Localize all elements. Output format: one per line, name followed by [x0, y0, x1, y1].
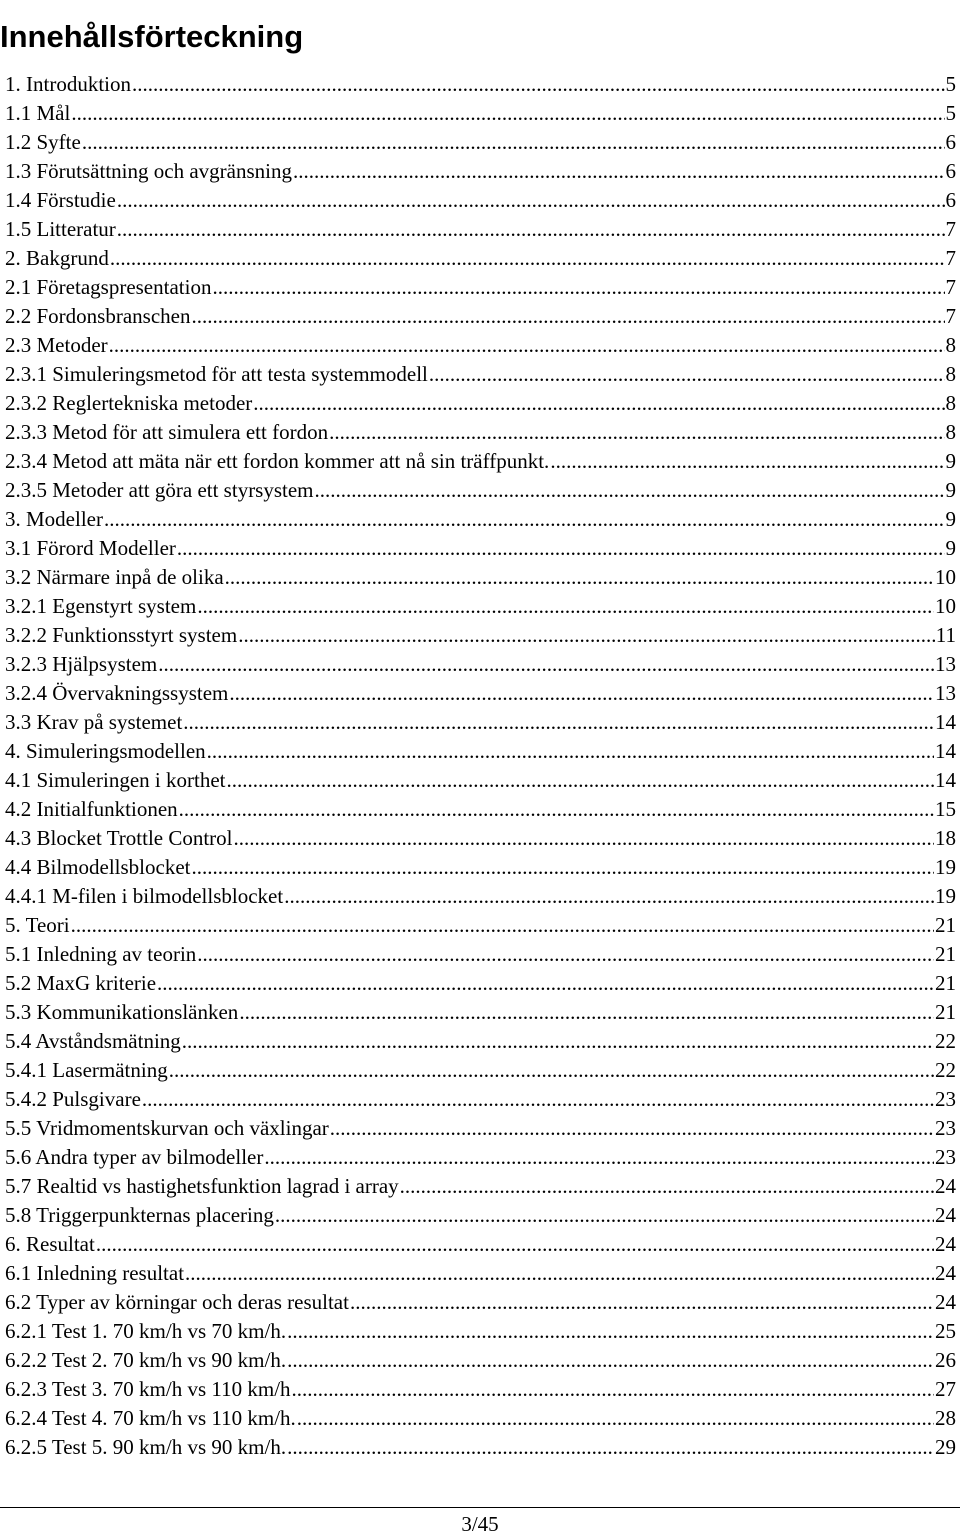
toc-entry-label: 2.3 Metoder	[5, 333, 108, 357]
toc-dot-leader	[104, 505, 945, 534]
toc-entry-page: 28	[935, 1406, 956, 1430]
toc-entry-page: 25	[935, 1319, 956, 1343]
toc-entry-label: 3.1 Förord Modeller	[5, 536, 176, 560]
toc-entry-page: 24	[935, 1232, 956, 1256]
toc-entry-page: 26	[935, 1348, 956, 1372]
toc-entry-page: 14	[935, 768, 956, 792]
toc-entry[interactable]	[5, 70, 956, 99]
toc-dot-leader	[212, 273, 944, 302]
toc-entry[interactable]	[5, 534, 956, 563]
toc-entry-label: 6.2.4 Test 4. 70 km/h vs 110 km/h.	[5, 1406, 296, 1430]
toc-entry-page: 9	[945, 507, 956, 531]
toc-entry-label: 2. Bakgrund	[5, 246, 109, 270]
toc-entry-label: 1.3 Förutsättning och avgränsning	[5, 159, 292, 183]
toc-entry[interactable]	[5, 1375, 956, 1404]
toc-entry-page: 22	[935, 1029, 956, 1053]
toc-entry-page: 10	[935, 594, 956, 618]
toc-entry-label: 5. Teori	[5, 913, 70, 937]
toc-dot-leader	[158, 650, 934, 679]
toc-entry-label: 5.2 MaxG kriterie	[5, 971, 157, 995]
toc-entry-page: 9	[945, 536, 956, 560]
toc-entry[interactable]	[5, 679, 956, 708]
toc-dot-leader	[142, 1085, 934, 1114]
toc-entry-label: 3.2.3 Hjälpsystem	[5, 652, 158, 676]
toc-entry[interactable]	[5, 447, 956, 476]
toc-entry-label: 4.2 Initialfunktionen	[5, 797, 178, 821]
toc-entry[interactable]	[5, 418, 956, 447]
toc-entry[interactable]	[5, 1085, 956, 1114]
toc-entry-page: 24	[935, 1290, 956, 1314]
toc-dot-leader	[132, 70, 945, 99]
toc-entry-page: 8	[945, 362, 956, 386]
toc-entry-page: 29	[935, 1435, 956, 1459]
toc-entry-label: 6.2.1 Test 1. 70 km/h vs 70 km/h.	[5, 1319, 287, 1343]
toc-dot-leader	[225, 563, 934, 592]
toc-dot-leader	[315, 476, 945, 505]
toc-entry[interactable]	[5, 302, 956, 331]
toc-entry-label: 1.5 Litteratur	[5, 217, 116, 241]
table-of-contents	[5, 70, 956, 1462]
toc-entry[interactable]	[5, 563, 956, 592]
toc-entry-page: 22	[935, 1058, 956, 1082]
toc-entry-page: 8	[945, 391, 956, 415]
toc-entry-page: 23	[935, 1087, 956, 1111]
toc-entry-page: 18	[935, 826, 956, 850]
toc-entry-page: 6	[945, 159, 956, 183]
toc-dot-leader	[157, 969, 934, 998]
toc-entry-label: 2.3.5 Metoder att göra ett styrsystem	[5, 478, 314, 502]
toc-entry[interactable]	[5, 360, 956, 389]
toc-dot-leader	[550, 447, 944, 476]
toc-entry[interactable]	[5, 1259, 956, 1288]
toc-entry[interactable]	[5, 186, 956, 215]
toc-entry-label: 2.3.3 Metod för att simulera ett fordon	[5, 420, 329, 444]
toc-dot-leader	[183, 708, 934, 737]
toc-entry-label: 5.4.2 Pulsgivare	[5, 1087, 141, 1111]
toc-entry-label: 2.3.1 Simuleringsmetod för att testa systemmodell	[5, 362, 428, 386]
toc-dot-leader	[117, 215, 945, 244]
toc-dot-leader	[197, 592, 934, 621]
toc-entry-label: 3.3 Krav på systemet	[5, 710, 183, 734]
toc-entry[interactable]	[5, 244, 956, 273]
toc-dot-leader	[253, 389, 944, 418]
toc-entry-page: 6	[945, 130, 956, 154]
toc-dot-leader	[96, 1230, 934, 1259]
toc-entry-label: 5.3 Kommunikationslänken	[5, 1000, 239, 1024]
toc-entry[interactable]	[5, 99, 956, 128]
toc-dot-leader	[197, 940, 934, 969]
page-title: Innehållsförteckning	[0, 18, 304, 54]
toc-dot-leader	[330, 1114, 934, 1143]
toc-entry[interactable]	[5, 505, 956, 534]
toc-dot-leader	[350, 1288, 934, 1317]
toc-entry-page: 24	[935, 1174, 956, 1198]
toc-entry-page: 14	[935, 739, 956, 763]
toc-entry-label: 3. Modeller	[5, 507, 103, 531]
toc-dot-leader	[117, 186, 945, 215]
toc-dot-leader	[185, 1259, 934, 1288]
toc-entry-page: 21	[935, 913, 956, 937]
toc-entry[interactable]	[5, 1404, 956, 1433]
toc-dot-leader	[191, 302, 944, 331]
toc-entry-page: 6	[945, 188, 956, 212]
toc-dot-leader	[71, 99, 944, 128]
toc-entry[interactable]	[5, 621, 956, 650]
toc-entry-label: 2.1 Företagspresentation	[5, 275, 212, 299]
toc-entry-label: 6.2.2 Test 2. 70 km/h vs 90 km/h.	[5, 1348, 287, 1372]
toc-dot-leader	[293, 157, 945, 186]
toc-dot-leader	[287, 1346, 934, 1375]
toc-entry-label: 4. Simuleringsmodellen	[5, 739, 206, 763]
page-number: 3/45	[461, 1512, 499, 1536]
toc-dot-leader	[238, 621, 935, 650]
toc-dot-leader	[429, 360, 945, 389]
toc-entry-page: 23	[935, 1116, 956, 1140]
toc-entry[interactable]	[5, 1172, 956, 1201]
toc-dot-leader	[110, 244, 945, 273]
toc-entry[interactable]	[5, 592, 956, 621]
toc-entry-label: 5.1 Inledning av teorin	[5, 942, 197, 966]
toc-entry-page: 24	[935, 1261, 956, 1285]
toc-entry[interactable]	[5, 766, 956, 795]
toc-entry[interactable]	[5, 708, 956, 737]
toc-dot-leader	[287, 1317, 934, 1346]
toc-dot-leader	[264, 1143, 934, 1172]
toc-entry[interactable]	[5, 1027, 956, 1056]
toc-dot-leader	[239, 998, 934, 1027]
toc-entry-label: 5.7 Realtid vs hastighetsfunktion lagrad i array	[5, 1174, 399, 1198]
toc-entry-page: 13	[935, 652, 956, 676]
toc-dot-leader	[82, 128, 945, 157]
toc-entry-page: 10	[935, 565, 956, 589]
toc-entry[interactable]	[5, 1114, 956, 1143]
toc-dot-leader	[297, 1404, 934, 1433]
toc-entry-label: 6.1 Inledning resultat	[5, 1261, 185, 1285]
toc-entry[interactable]	[5, 128, 956, 157]
toc-entry[interactable]	[5, 853, 956, 882]
toc-entry[interactable]	[5, 1346, 956, 1375]
toc-dot-leader	[287, 1433, 934, 1462]
toc-entry-label: 3.2.4 Övervakningssystem	[5, 681, 229, 705]
toc-entry-label: 6.2.3 Test 3. 70 km/h vs 110 km/h	[5, 1377, 291, 1401]
toc-entry-label: 2.3.4 Metod att mäta när ett fordon kommer att nå sin träffpunkt.	[5, 449, 550, 473]
toc-dot-leader	[169, 1056, 934, 1085]
toc-dot-leader	[275, 1201, 934, 1230]
toc-entry[interactable]	[5, 1230, 956, 1259]
toc-entry-page: 5	[945, 101, 956, 125]
toc-entry-label: 5.5 Vridmomentskurvan och växlingar	[5, 1116, 329, 1140]
toc-entry-page: 9	[945, 478, 956, 502]
toc-entry-page: 7	[945, 246, 956, 270]
toc-entry[interactable]	[5, 1056, 956, 1085]
toc-dot-leader	[207, 737, 934, 766]
toc-entry-page: 21	[935, 1000, 956, 1024]
toc-entry[interactable]	[5, 795, 956, 824]
toc-dot-leader	[226, 766, 934, 795]
toc-entry[interactable]	[5, 911, 956, 940]
toc-entry-label: 5.4 Avståndsmätning	[5, 1029, 181, 1053]
toc-entry-page: 11	[935, 623, 956, 647]
toc-entry[interactable]	[5, 737, 956, 766]
toc-entry-page: 7	[945, 275, 956, 299]
toc-dot-leader	[292, 1375, 934, 1404]
toc-entry-page: 7	[945, 217, 956, 241]
toc-entry[interactable]	[5, 1317, 956, 1346]
toc-entry-page: 5	[945, 72, 956, 96]
toc-entry[interactable]	[5, 1288, 956, 1317]
toc-dot-leader	[71, 911, 934, 940]
toc-entry-page: 27	[935, 1377, 956, 1401]
toc-entry-label: 5.6 Andra typer av bilmodeller	[5, 1145, 264, 1169]
toc-entry[interactable]	[5, 969, 956, 998]
toc-entry-label: 3.2 Närmare inpå de olika	[5, 565, 224, 589]
toc-entry[interactable]	[5, 882, 956, 911]
toc-entry[interactable]	[5, 1201, 956, 1230]
toc-entry-label: 1.1 Mål	[5, 101, 71, 125]
toc-entry-page: 14	[935, 710, 956, 734]
toc-entry-label: 5.8 Triggerpunkternas placering	[5, 1203, 274, 1227]
toc-entry[interactable]	[5, 998, 956, 1027]
toc-entry-page: 19	[935, 884, 956, 908]
toc-entry-label: 2.3.2 Reglertekniska metoder	[5, 391, 253, 415]
footer-divider	[0, 1507, 960, 1508]
toc-dot-leader	[234, 824, 934, 853]
toc-entry-page: 7	[945, 304, 956, 328]
toc-entry-label: 4.1 Simuleringen i korthet	[5, 768, 226, 792]
toc-entry[interactable]	[5, 331, 956, 360]
toc-entry-label: 5.4.1 Lasermätning	[5, 1058, 168, 1082]
toc-entry[interactable]	[5, 940, 956, 969]
toc-dot-leader	[177, 534, 945, 563]
toc-entry-page: 15	[935, 797, 956, 821]
toc-entry[interactable]	[5, 273, 956, 302]
toc-entry-label: 2.2 Fordonsbranschen	[5, 304, 191, 328]
toc-entry-page: 21	[935, 942, 956, 966]
toc-dot-leader	[400, 1172, 934, 1201]
toc-entry-label: 3.2.1 Egenstyrt system	[5, 594, 197, 618]
toc-entry-page: 24	[935, 1203, 956, 1227]
toc-entry-page: 13	[935, 681, 956, 705]
toc-entry-label: 6. Resultat	[5, 1232, 95, 1256]
toc-entry-label: 4.4.1 M-filen i bilmodellsblocket	[5, 884, 284, 908]
toc-entry[interactable]	[5, 215, 956, 244]
toc-entry[interactable]	[5, 389, 956, 418]
toc-dot-leader	[329, 418, 944, 447]
toc-entry[interactable]	[5, 476, 956, 505]
toc-entry-page: 8	[945, 333, 956, 357]
toc-entry-label: 3.2.2 Funktionsstyrt system	[5, 623, 238, 647]
toc-dot-leader	[229, 679, 934, 708]
toc-entry-label: 4.3 Blocket Trottle Control	[5, 826, 233, 850]
toc-entry-label: 6.2.5 Test 5. 90 km/h vs 90 km/h.	[5, 1435, 287, 1459]
toc-entry[interactable]	[5, 650, 956, 679]
toc-entry-label: 4.4 Bilmodellsblocket	[5, 855, 191, 879]
toc-dot-leader	[191, 853, 934, 882]
toc-entry[interactable]	[5, 1143, 956, 1172]
toc-entry[interactable]	[5, 157, 956, 186]
toc-entry-label: 1.2 Syfte	[5, 130, 81, 154]
toc-dot-leader	[182, 1027, 934, 1056]
toc-entry-page: 19	[935, 855, 956, 879]
toc-entry[interactable]	[5, 824, 956, 853]
toc-entry-page: 21	[935, 971, 956, 995]
toc-entry-page: 23	[935, 1145, 956, 1169]
toc-entry-label: 1.4 Förstudie	[5, 188, 116, 212]
toc-entry[interactable]	[5, 1433, 956, 1462]
toc-entry-page: 9	[945, 449, 956, 473]
toc-dot-leader	[179, 795, 934, 824]
toc-dot-leader	[284, 882, 934, 911]
toc-entry-label: 6.2 Typer av körningar och deras resultat	[5, 1290, 349, 1314]
toc-entry-page: 8	[945, 420, 956, 444]
toc-entry-label: 1. Introduktion	[5, 72, 131, 96]
toc-dot-leader	[109, 331, 945, 360]
